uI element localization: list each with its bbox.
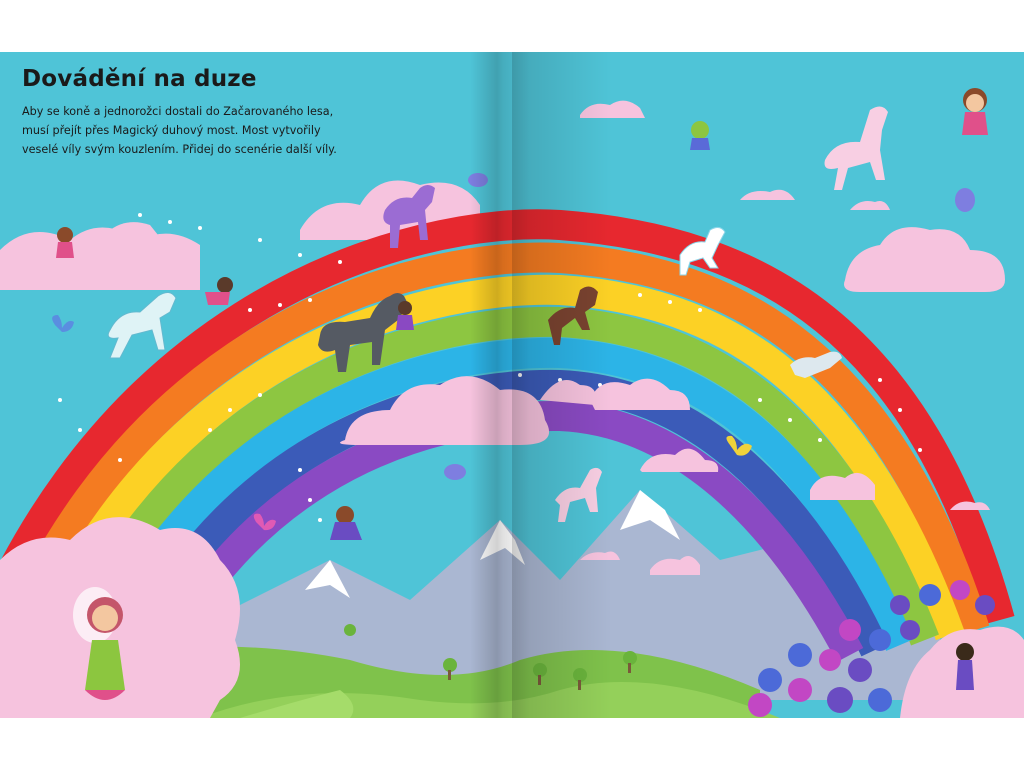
body-line-1: Aby se koně a jednorožci dostali do Začarovaného lesa, (22, 105, 334, 118)
fairy-icon (396, 301, 414, 330)
fairy-icon (690, 121, 710, 150)
body-line-3: veselé víly svým kouzlením. Přidej do scenérie další víly. (22, 143, 337, 156)
body-line-2: musí přejít přes Magický duhový most. Most vytvořily (22, 124, 321, 137)
fairy-icon (956, 643, 974, 690)
book-spread (0, 52, 1024, 718)
text-block (22, 66, 382, 159)
fairy-icon (56, 227, 74, 258)
page-fold-right (512, 52, 612, 718)
page-title: Dovádění na duze (22, 66, 257, 92)
